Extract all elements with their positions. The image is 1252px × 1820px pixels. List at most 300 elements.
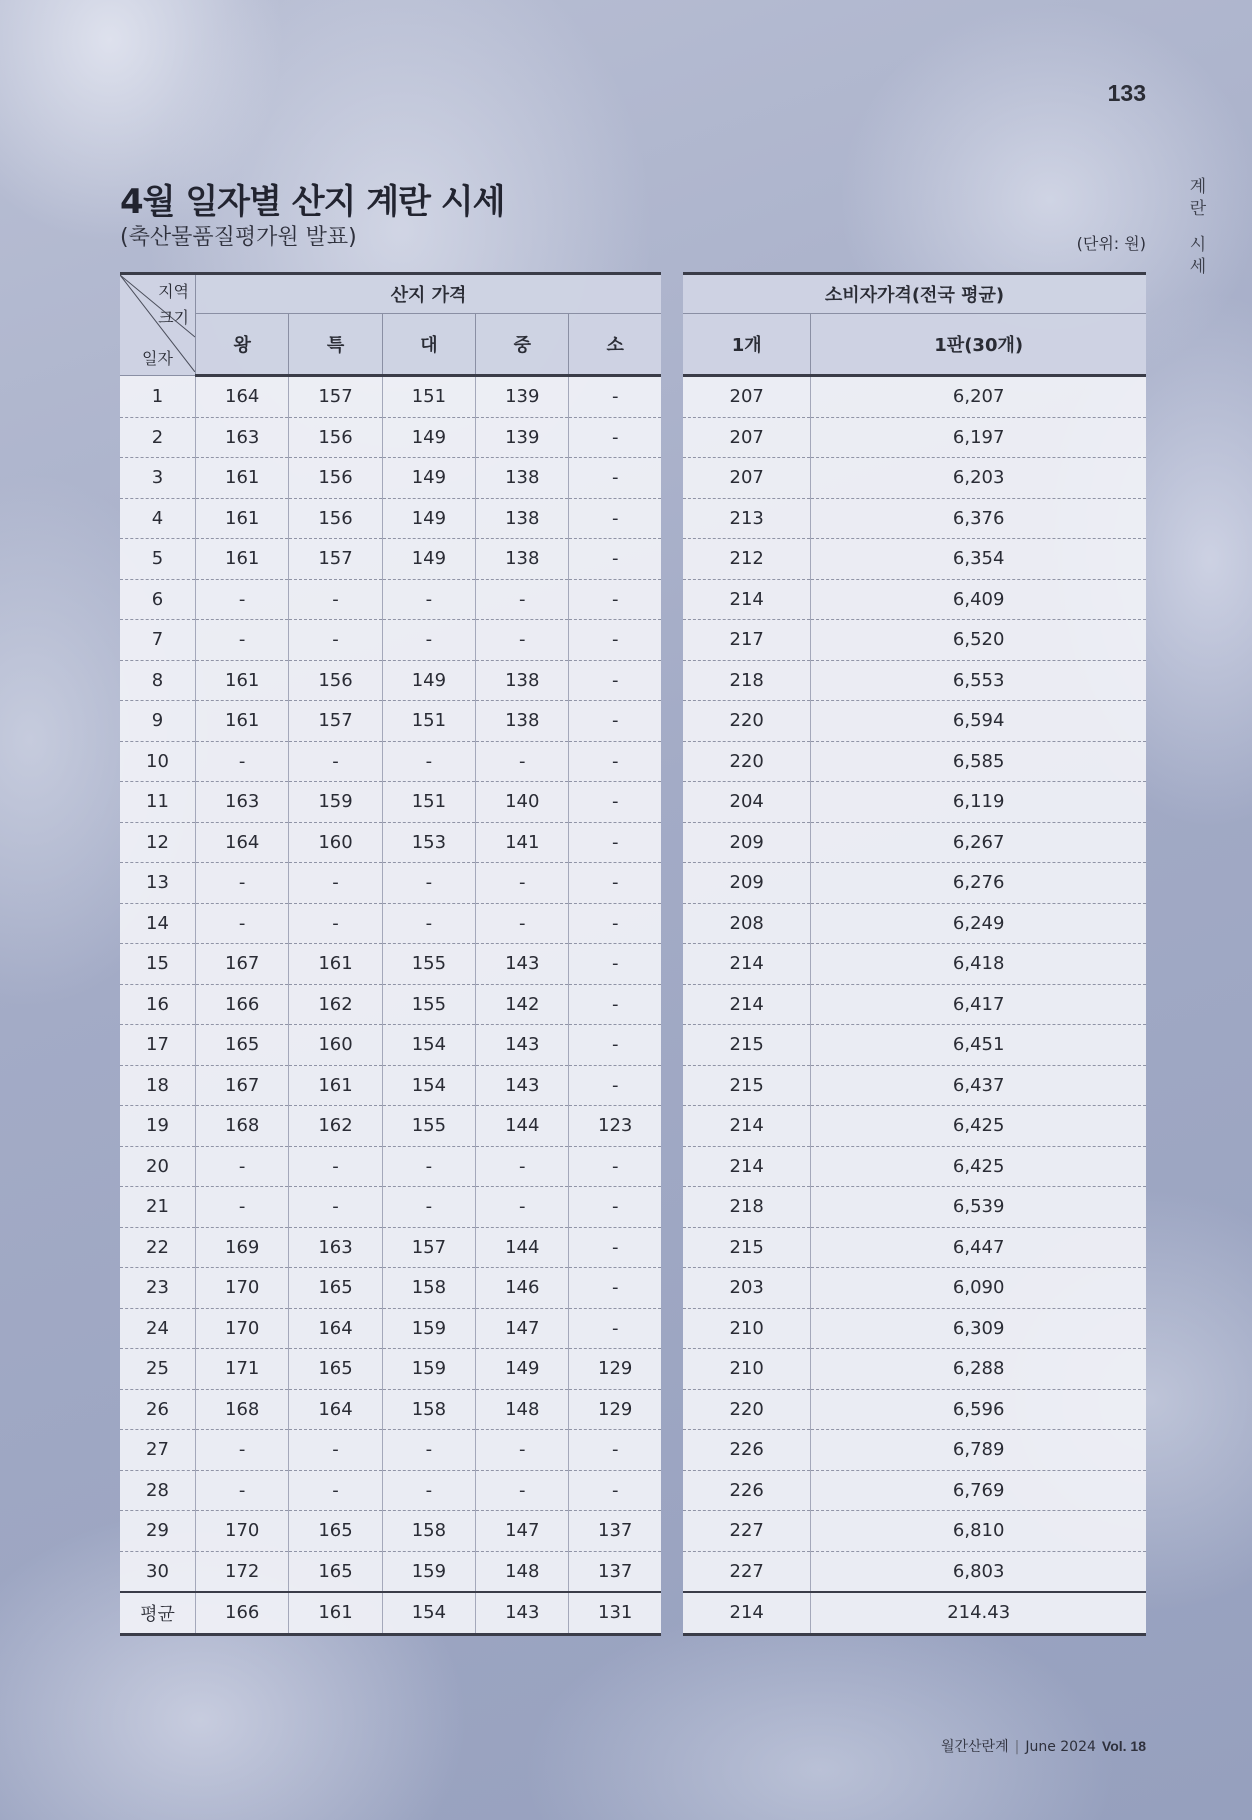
table-row (683, 1308, 1146, 1349)
farm-price-cell: 160 (289, 1025, 382, 1066)
farm-price-cell: 170 (196, 1308, 289, 1349)
farm-price-cell: - (382, 863, 475, 904)
farm-price-cell: - (476, 741, 569, 782)
consumer-price-cell: 6,409 (811, 579, 1146, 620)
farm-price-cell: 163 (196, 782, 289, 823)
table-row (120, 417, 661, 458)
column-header: 1판(30개) (811, 314, 1146, 376)
table-row (683, 863, 1146, 904)
farm-price-cell: - (196, 903, 289, 944)
table-row (120, 984, 661, 1025)
consumer-price-cell: 215 (683, 1065, 811, 1106)
day-cell: 21 (120, 1187, 196, 1228)
farm-price-cell: 149 (382, 539, 475, 580)
farm-price-cell: 165 (289, 1551, 382, 1592)
day-cell: 9 (120, 701, 196, 742)
farm-price-cell: - (382, 1187, 475, 1228)
farm-price-cell: 158 (382, 1511, 475, 1552)
side-label-char: 란 (1189, 199, 1207, 219)
consumer-price-body (683, 376, 1146, 1635)
farm-price-cell: - (476, 620, 569, 661)
farm-price-cell: 147 (476, 1511, 569, 1552)
consumer-price-cell: 6,249 (811, 903, 1146, 944)
table-row (120, 1308, 661, 1349)
farm-price-cell: 161 (289, 944, 382, 985)
column-header: 소 (569, 314, 661, 376)
farm-price-cell: - (196, 579, 289, 620)
footer-separator: | (1014, 1739, 1020, 1755)
farm-price-cell: - (289, 1146, 382, 1187)
farm-price-cell: - (196, 1430, 289, 1471)
corner-size-label: 크기 (158, 308, 189, 327)
farm-price-cell: 161 (196, 660, 289, 701)
day-cell: 17 (120, 1025, 196, 1066)
consumer-price-cell: 6,437 (811, 1065, 1146, 1106)
farm-price-cell: 169 (196, 1227, 289, 1268)
farm-price-cell: - (476, 1146, 569, 1187)
farm-price-cell: 163 (196, 417, 289, 458)
average-farm-cell: 166 (196, 1592, 289, 1634)
table-row (683, 701, 1146, 742)
farm-price-cell: 149 (476, 1349, 569, 1390)
day-cell: 20 (120, 1146, 196, 1187)
farm-price-cell: 156 (289, 417, 382, 458)
farm-price-cell: 171 (196, 1349, 289, 1390)
column-header: 중 (476, 314, 569, 376)
day-cell: 10 (120, 741, 196, 782)
farm-price-cell: - (569, 1268, 661, 1309)
consumer-price-cell: 6,539 (811, 1187, 1146, 1228)
consumer-price-cell: 227 (683, 1551, 811, 1592)
table-row (120, 498, 661, 539)
consumer-price-cell: 214 (683, 984, 811, 1025)
farm-price-cell: 162 (289, 1106, 382, 1147)
farm-price-cell: 144 (476, 1106, 569, 1147)
side-label-char: 세 (1189, 257, 1207, 277)
farm-price-cell: 161 (196, 458, 289, 499)
corner-day-label: 일자 (142, 349, 173, 368)
consumer-price-cell: 214 (683, 579, 811, 620)
day-cell: 2 (120, 417, 196, 458)
farm-price-cell: - (196, 1470, 289, 1511)
table-row (120, 1268, 661, 1309)
farm-price-cell: - (569, 741, 661, 782)
table-row (683, 660, 1146, 701)
consumer-price-cell: 6,789 (811, 1430, 1146, 1471)
farm-price-cell: 164 (289, 1389, 382, 1430)
consumer-price-cell: 6,267 (811, 822, 1146, 863)
table-row (120, 579, 661, 620)
day-cell: 27 (120, 1430, 196, 1471)
farm-price-cell: 172 (196, 1551, 289, 1592)
farm-price-cell: 159 (289, 782, 382, 823)
consumer-price-cell: 204 (683, 782, 811, 823)
consumer-price-cell: 220 (683, 741, 811, 782)
farm-price-cell: 143 (476, 944, 569, 985)
farm-price-cell: 170 (196, 1511, 289, 1552)
table-row (120, 1551, 661, 1592)
consumer-price-cell: 212 (683, 539, 811, 580)
table-row (683, 1146, 1146, 1187)
farm-price-cell: - (569, 539, 661, 580)
consumer-price-cell: 6,417 (811, 984, 1146, 1025)
table-row (683, 984, 1146, 1025)
farm-price-cell: 144 (476, 1227, 569, 1268)
consumer-price-cell: 207 (683, 417, 811, 458)
farm-price-cell: - (196, 863, 289, 904)
farm-price-cell: 160 (289, 822, 382, 863)
day-cell: 14 (120, 903, 196, 944)
farm-price-cell: 151 (382, 376, 475, 418)
day-cell: 16 (120, 984, 196, 1025)
consumer-price-cell: 6,197 (811, 417, 1146, 458)
farm-price-cell: 158 (382, 1268, 475, 1309)
table-row (120, 822, 661, 863)
farm-price-cell: 148 (476, 1551, 569, 1592)
day-cell: 13 (120, 863, 196, 904)
farm-price-cell: 155 (382, 984, 475, 1025)
farm-price-cell: 161 (196, 539, 289, 580)
farm-price-cell: 138 (476, 539, 569, 580)
table-row (120, 1106, 661, 1147)
farm-price-cell: 129 (569, 1349, 661, 1390)
table-row (683, 903, 1146, 944)
page-number: 133 (1107, 80, 1146, 106)
farm-price-cell: 148 (476, 1389, 569, 1430)
farm-price-cell: - (476, 903, 569, 944)
farm-price-cell: - (382, 1470, 475, 1511)
table-row (120, 1227, 661, 1268)
farm-price-cell: 151 (382, 782, 475, 823)
farm-price-cell: 159 (382, 1308, 475, 1349)
farm-price-cell: - (569, 660, 661, 701)
farm-price-cell: - (569, 903, 661, 944)
table-row (120, 1025, 661, 1066)
farm-price-cell: 161 (196, 498, 289, 539)
farm-price-cell: 123 (569, 1106, 661, 1147)
table-row (683, 782, 1146, 823)
farm-price-cell: - (289, 741, 382, 782)
day-cell: 15 (120, 944, 196, 985)
table-row (120, 458, 661, 499)
consumer-price-cell: 6,425 (811, 1106, 1146, 1147)
farm-price-cell: 138 (476, 498, 569, 539)
farm-price-cell: 153 (382, 822, 475, 863)
farm-price-cell: - (569, 1430, 661, 1471)
farm-price-cell: 157 (289, 701, 382, 742)
average-farm-cell: 131 (569, 1592, 661, 1634)
farm-price-cell: 161 (289, 1065, 382, 1106)
table-row (683, 822, 1146, 863)
consumer-price-cell: 218 (683, 660, 811, 701)
farm-price-cell: - (569, 1025, 661, 1066)
consumer-price-cell: 6,090 (811, 1268, 1146, 1309)
farm-price-cell: - (476, 863, 569, 904)
section-side-label (1187, 176, 1209, 278)
table-row (683, 458, 1146, 499)
page-title: 4월 일자별 산지 계란 시세 (120, 182, 505, 222)
table-corner-header (120, 274, 196, 376)
farm-price-cell: 155 (382, 944, 475, 985)
farm-price-cell: 139 (476, 376, 569, 418)
farm-price-cell: 168 (196, 1106, 289, 1147)
consumer-price-cell: 6,276 (811, 863, 1146, 904)
farm-price-cell: 142 (476, 984, 569, 1025)
farm-price-cell: 141 (476, 822, 569, 863)
column-header: 왕 (196, 314, 289, 376)
farm-price-cell: 146 (476, 1268, 569, 1309)
farm-price-cell: - (289, 579, 382, 620)
farm-price-cell: 167 (196, 944, 289, 985)
farm-price-cell: - (569, 782, 661, 823)
farm-price-cell: 137 (569, 1551, 661, 1592)
table-row (683, 620, 1146, 661)
farm-price-cell: 129 (569, 1389, 661, 1430)
farm-price-cell: - (196, 1146, 289, 1187)
farm-price-cell: - (196, 741, 289, 782)
farm-price-cell: - (569, 417, 661, 458)
table-row (683, 579, 1146, 620)
table-row (120, 1511, 661, 1552)
day-cell: 4 (120, 498, 196, 539)
table-row (120, 1349, 661, 1390)
consumer-price-cell: 209 (683, 863, 811, 904)
day-cell: 30 (120, 1551, 196, 1592)
farm-price-table (120, 272, 661, 1636)
farm-price-cell: - (382, 579, 475, 620)
consumer-price-cell: 226 (683, 1430, 811, 1471)
farm-price-cell: 155 (382, 1106, 475, 1147)
consumer-price-cell: 227 (683, 1511, 811, 1552)
farm-price-cell: 167 (196, 1065, 289, 1106)
table-row (683, 539, 1146, 580)
column-header: 1개 (683, 314, 811, 376)
farm-price-cell: 170 (196, 1268, 289, 1309)
table-row (683, 498, 1146, 539)
day-cell: 24 (120, 1308, 196, 1349)
average-row (120, 1592, 661, 1634)
page-footer (941, 1736, 1146, 1756)
table-row (683, 1268, 1146, 1309)
day-cell: 5 (120, 539, 196, 580)
table-row (120, 903, 661, 944)
table-row (683, 1470, 1146, 1511)
consumer-price-cell: 214 (683, 1106, 811, 1147)
farm-price-cell: - (382, 741, 475, 782)
corner-region-label: 지역 (158, 282, 189, 301)
farm-price-cell: 164 (289, 1308, 382, 1349)
consumer-price-cell: 6,309 (811, 1308, 1146, 1349)
farm-price-cell: - (569, 822, 661, 863)
footer-volume: Vol. 18 (1101, 1738, 1146, 1754)
farm-price-cell: 166 (196, 984, 289, 1025)
farm-price-cell: 165 (289, 1349, 382, 1390)
table-row (120, 376, 661, 418)
unit-note: (단위: 원) (1076, 234, 1146, 253)
farm-price-cell: - (382, 903, 475, 944)
table-row (120, 741, 661, 782)
farm-price-cell: 162 (289, 984, 382, 1025)
farm-price-cell: 138 (476, 660, 569, 701)
table-row (120, 1470, 661, 1511)
day-cell: 3 (120, 458, 196, 499)
consumer-price-cell: 6,447 (811, 1227, 1146, 1268)
table-row (683, 1551, 1146, 1592)
farm-price-cell: - (196, 620, 289, 661)
farm-price-cell: 158 (382, 1389, 475, 1430)
day-cell: 29 (120, 1511, 196, 1552)
farm-price-body (120, 376, 661, 1635)
side-label-char: 시 (1189, 235, 1207, 255)
consumer-price-cell: 226 (683, 1470, 811, 1511)
farm-price-cell: 149 (382, 417, 475, 458)
table-row (120, 660, 661, 701)
farm-price-cell: - (289, 1470, 382, 1511)
consumer-price-cell: 6,207 (811, 376, 1146, 418)
consumer-price-cell: 6,594 (811, 701, 1146, 742)
farm-price-cell: 165 (289, 1511, 382, 1552)
table-row (120, 620, 661, 661)
farm-price-cell: 161 (196, 701, 289, 742)
farm-price-cell: - (476, 1470, 569, 1511)
farm-price-cell: 157 (289, 376, 382, 418)
consumer-price-cell: 6,451 (811, 1025, 1146, 1066)
farm-price-cell: 138 (476, 458, 569, 499)
farm-price-cell: 147 (476, 1308, 569, 1349)
consumer-price-cell: 214 (683, 1146, 811, 1187)
farm-price-cell: - (569, 498, 661, 539)
column-header: 특 (289, 314, 382, 376)
table-row (120, 1187, 661, 1228)
farm-price-cell: - (569, 863, 661, 904)
farm-price-cell: - (196, 1187, 289, 1228)
farm-price-cell: - (289, 903, 382, 944)
footer-magazine: 월간산란계 (940, 1739, 1009, 1755)
consumer-price-cell: 218 (683, 1187, 811, 1228)
farm-price-cell: - (476, 579, 569, 620)
table-row (120, 1430, 661, 1471)
farm-price-cell: - (569, 376, 661, 418)
farm-price-cell: - (289, 620, 382, 661)
farm-price-cell: - (569, 1227, 661, 1268)
page-subtitle: (축산물품질평가원 발표) (120, 225, 357, 250)
table-row (120, 782, 661, 823)
farm-price-cell: 149 (382, 498, 475, 539)
table-row (683, 1511, 1146, 1552)
farm-price-group-header: 산지 가격 (196, 274, 662, 314)
farm-price-cell: 164 (196, 376, 289, 418)
consumer-price-cell: 213 (683, 498, 811, 539)
table-row (683, 1389, 1146, 1430)
farm-price-cell: 149 (382, 660, 475, 701)
consumer-price-cell: 220 (683, 1389, 811, 1430)
day-cell: 1 (120, 376, 196, 418)
farm-price-cell: - (289, 1430, 382, 1471)
consumer-price-cell: 207 (683, 458, 811, 499)
average-farm-cell: 154 (382, 1592, 475, 1634)
consumer-price-cell: 215 (683, 1227, 811, 1268)
day-cell: 11 (120, 782, 196, 823)
farm-price-cell: - (569, 620, 661, 661)
consumer-price-cell: 6,553 (811, 660, 1146, 701)
day-cell: 28 (120, 1470, 196, 1511)
day-cell: 25 (120, 1349, 196, 1390)
farm-price-cell: 149 (382, 458, 475, 499)
day-cell: 12 (120, 822, 196, 863)
consumer-price-cell: 6,354 (811, 539, 1146, 580)
consumer-price-cell: 6,803 (811, 1551, 1146, 1592)
farm-price-cell: - (569, 458, 661, 499)
day-cell: 18 (120, 1065, 196, 1106)
average-label: 평균 (120, 1592, 196, 1634)
average-row (683, 1592, 1146, 1634)
farm-price-cell: - (569, 579, 661, 620)
consumer-price-cell: 215 (683, 1025, 811, 1066)
table-row (683, 376, 1146, 418)
consumer-price-cell: 6,596 (811, 1389, 1146, 1430)
farm-price-cell: 156 (289, 498, 382, 539)
farm-price-cell: 139 (476, 417, 569, 458)
table-row (120, 1389, 661, 1430)
farm-price-cell: 159 (382, 1551, 475, 1592)
farm-price-cell: 164 (196, 822, 289, 863)
farm-price-cell: 154 (382, 1065, 475, 1106)
farm-price-cell: - (382, 1430, 475, 1471)
farm-price-cell: - (569, 1187, 661, 1228)
farm-price-cell: 143 (476, 1025, 569, 1066)
farm-price-cell: 163 (289, 1227, 382, 1268)
farm-price-cell: 156 (289, 458, 382, 499)
farm-price-cell: - (569, 984, 661, 1025)
average-farm-cell: 143 (476, 1592, 569, 1634)
table-row (683, 944, 1146, 985)
farm-price-cell: 143 (476, 1065, 569, 1106)
farm-price-cell: 157 (382, 1227, 475, 1268)
table-row (120, 1065, 661, 1106)
consumer-price-cell: 6,520 (811, 620, 1146, 661)
consumer-price-cell: 6,376 (811, 498, 1146, 539)
farm-price-cell: - (569, 1308, 661, 1349)
table-row (120, 701, 661, 742)
consumer-price-cell: 6,288 (811, 1349, 1146, 1390)
farm-price-cell: 168 (196, 1389, 289, 1430)
farm-price-cell: - (569, 944, 661, 985)
consumer-price-cell: 6,585 (811, 741, 1146, 782)
farm-price-cell: 137 (569, 1511, 661, 1552)
consumer-price-cell: 207 (683, 376, 811, 418)
consumer-price-cell: 209 (683, 822, 811, 863)
table-row (683, 1430, 1146, 1471)
consumer-price-table (683, 272, 1146, 1636)
farm-price-cell: 151 (382, 701, 475, 742)
average-consumer-cell: 214.43 (811, 1592, 1146, 1634)
table-row (120, 539, 661, 580)
farm-price-cell: - (569, 1065, 661, 1106)
consumer-price-cell: 6,119 (811, 782, 1146, 823)
farm-price-cell: - (289, 863, 382, 904)
table-row (120, 944, 661, 985)
table-row (120, 1146, 661, 1187)
consumer-price-cell: 6,425 (811, 1146, 1146, 1187)
farm-price-cell: - (569, 1470, 661, 1511)
consumer-price-cell: 210 (683, 1308, 811, 1349)
day-cell: 6 (120, 579, 196, 620)
farm-price-cell: 156 (289, 660, 382, 701)
day-cell: 8 (120, 660, 196, 701)
consumer-price-cell: 208 (683, 903, 811, 944)
farm-price-cell: 165 (196, 1025, 289, 1066)
farm-price-cell: - (569, 701, 661, 742)
